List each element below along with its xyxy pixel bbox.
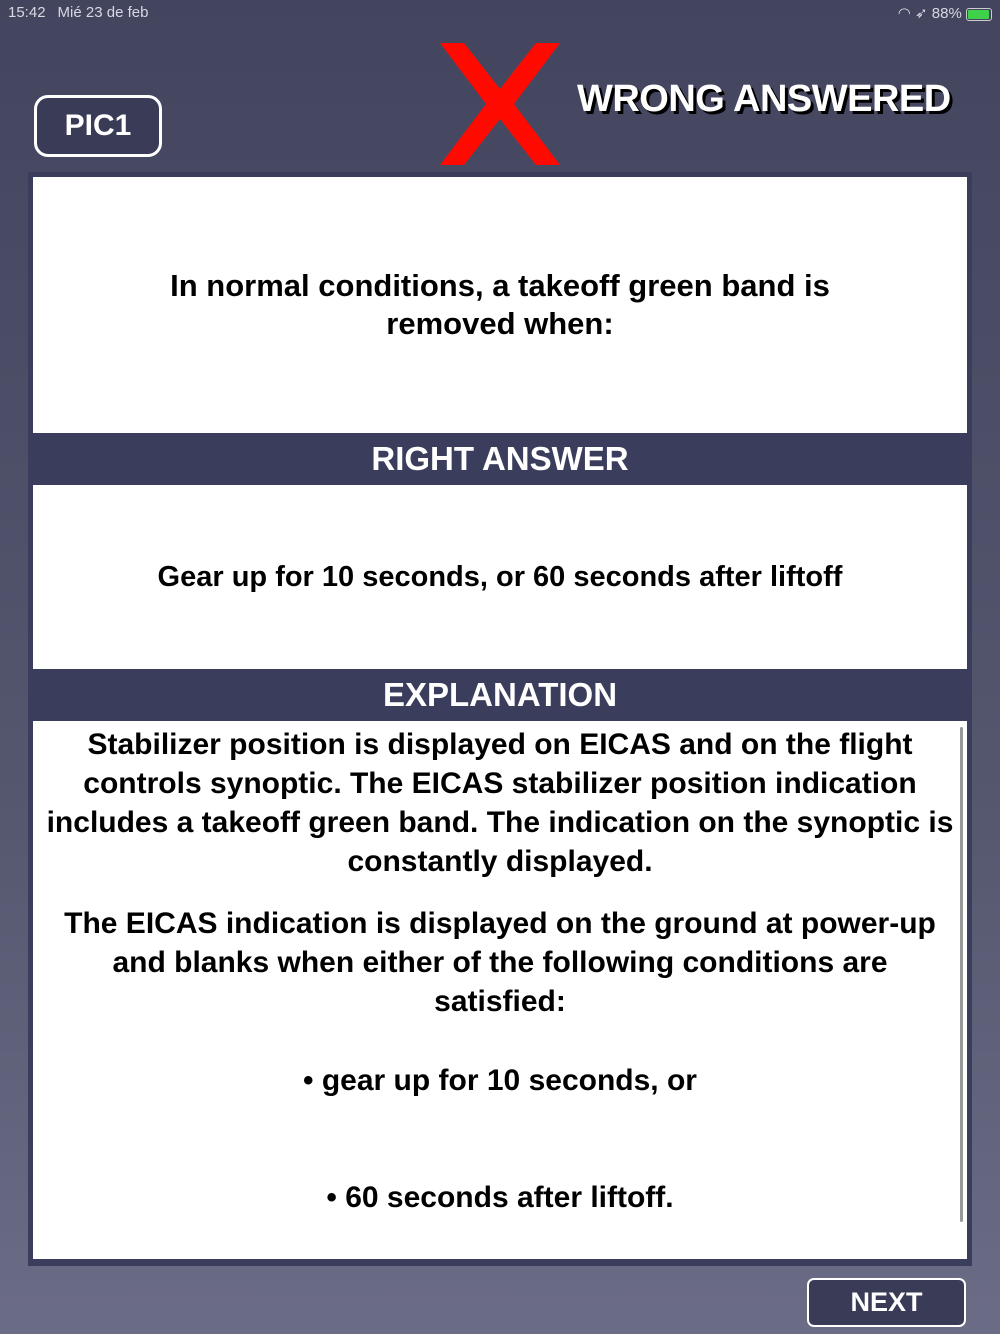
explanation-paragraph: The EICAS indication is displayed on the ground at power-up and blanks when either of the following conditions are satisfied: bbox=[64, 907, 936, 1018]
right-answer-header: RIGHT ANSWER bbox=[371, 440, 629, 477]
explanation-paragraph: Stabilizer position is displayed on EICAS and on the flight controls synoptic. The EICAS stabilizer position indication includes a takeoff green band. The indication on the synoptic is constantly displayed. bbox=[46, 728, 954, 878]
explanation-header: EXPLANATION bbox=[382, 676, 618, 713]
right-answer-text: Gear up for 10 seconds, or 60 seconds after liftoff bbox=[33, 485, 967, 669]
status-time: 15:42 bbox=[8, 4, 46, 21]
category-badge[interactable]: PIC1 bbox=[34, 95, 162, 157]
question-text: In normal conditions, a takeoff green band is removed when: bbox=[33, 177, 967, 433]
next-button[interactable]: NEXT bbox=[807, 1278, 966, 1327]
battery-icon bbox=[966, 8, 992, 21]
explanation-bullet: • 60 seconds after liftoff. bbox=[326, 1181, 674, 1214]
status-date: Mié 23 de feb bbox=[57, 4, 149, 21]
wifi-icon: ◠ bbox=[897, 5, 911, 22]
result-panel bbox=[28, 172, 972, 1266]
explanation-text[interactable] bbox=[33, 721, 967, 1259]
location-icon: ➶ bbox=[915, 5, 928, 22]
scrollbar[interactable] bbox=[960, 727, 963, 1222]
wrong-x-icon bbox=[440, 43, 560, 165]
result-title: WRONG ANSWERED bbox=[577, 78, 951, 120]
battery-percent: 88% bbox=[931, 5, 962, 22]
status-bar bbox=[8, 4, 992, 24]
explanation-bullet: • gear up for 10 seconds, or bbox=[303, 1064, 697, 1097]
